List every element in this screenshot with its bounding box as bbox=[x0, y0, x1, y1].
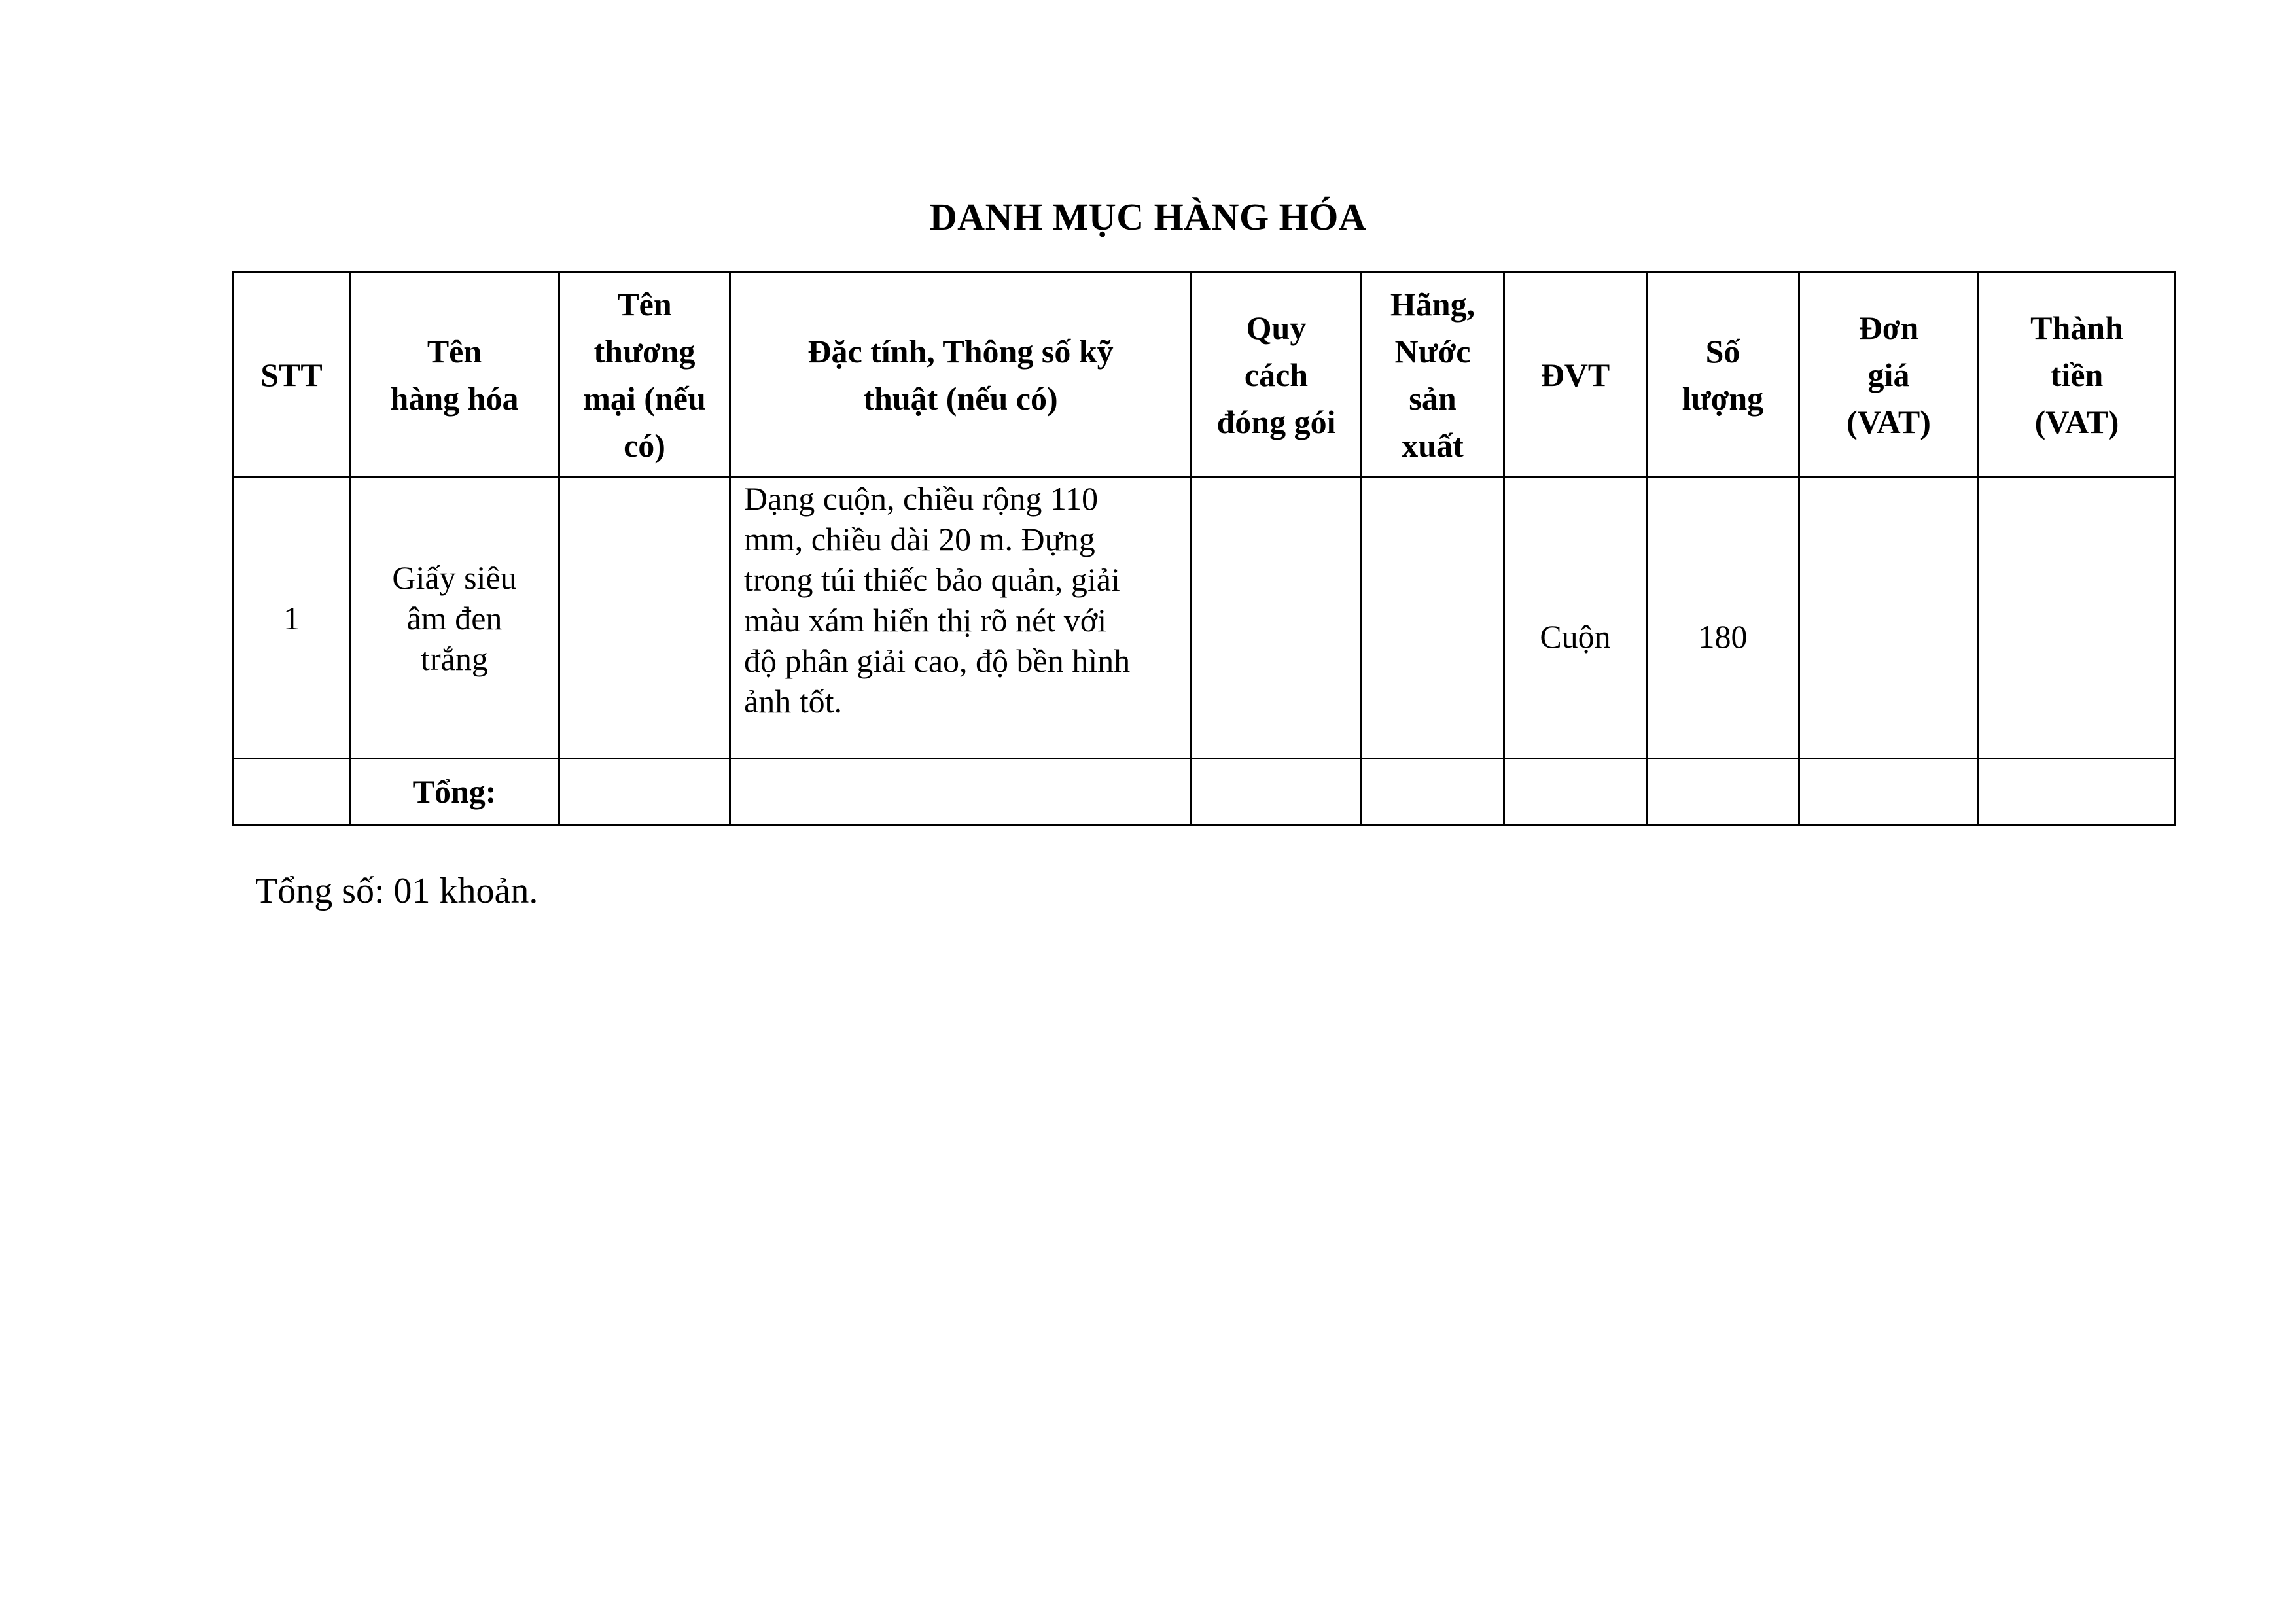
cell-maker-origin bbox=[1362, 478, 1504, 759]
cell-specs: Dạng cuộn, chiều rộng 110 mm, chiều dài 20 m. Đựng trong túi thiếc bảo quản, giải màu xám hiển thị rõ nét với độ phân giải cao, độ bền hình ảnh tốt. bbox=[730, 478, 1192, 759]
header-packing-label: Quy cách đóng gói bbox=[1216, 309, 1336, 440]
total-cell-stt bbox=[234, 759, 350, 825]
header-amount-label: Thành tiền (VAT) bbox=[2030, 309, 2123, 440]
header-quantity bbox=[1647, 273, 1799, 478]
document-title: DANH MỤC HÀNG HÓA bbox=[929, 196, 1367, 238]
header-specs-label: Đặc tính, Thông số kỹ thuật (nếu có) bbox=[807, 333, 1114, 417]
item-count-summary: Tổng số: 01 khoản. bbox=[255, 871, 539, 911]
header-specs bbox=[730, 273, 1192, 478]
cell-name: Giấy siêu âm đen trắng bbox=[350, 478, 559, 759]
header-unit-price bbox=[1799, 273, 1979, 478]
cell-stt: 1 bbox=[234, 478, 350, 759]
header-unit-label: ĐVT bbox=[1540, 357, 1610, 393]
header-name-label: Tên hàng hóa bbox=[390, 333, 519, 417]
header-unit-price-label: Đơn giá (VAT) bbox=[1846, 309, 1931, 440]
header-name bbox=[350, 273, 559, 478]
cell-amount bbox=[1979, 478, 2176, 759]
total-cell-specs bbox=[730, 759, 1192, 825]
header-stt-label: STT bbox=[260, 357, 323, 393]
cell-unit: Cuộn bbox=[1504, 478, 1647, 759]
goods-table bbox=[232, 271, 2176, 826]
header-unit bbox=[1504, 273, 1647, 478]
total-row bbox=[234, 759, 2176, 825]
header-maker-origin bbox=[1362, 273, 1504, 478]
total-cell-amount bbox=[1979, 759, 2176, 825]
header-trade-name bbox=[559, 273, 730, 478]
total-cell-quantity bbox=[1647, 759, 1799, 825]
total-cell-maker-origin bbox=[1362, 759, 1504, 825]
header-stt bbox=[234, 273, 350, 478]
total-cell-unit-price bbox=[1799, 759, 1979, 825]
header-trade-name-label: Tên thương mại (nếu có) bbox=[583, 286, 706, 464]
table-header-row bbox=[234, 273, 2176, 478]
table-row bbox=[234, 478, 2176, 759]
total-label: Tổng: bbox=[350, 759, 559, 825]
cell-unit-price bbox=[1799, 478, 1979, 759]
header-quantity-label: Số lượng bbox=[1682, 333, 1764, 417]
header-maker-origin-label: Hãng, Nước sản xuất bbox=[1390, 286, 1475, 464]
header-packing bbox=[1192, 273, 1362, 478]
cell-trade-name bbox=[559, 478, 730, 759]
header-amount bbox=[1979, 273, 2176, 478]
total-cell-trade-name bbox=[559, 759, 730, 825]
cell-packing bbox=[1192, 478, 1362, 759]
cell-quantity: 180 bbox=[1647, 478, 1799, 759]
total-cell-unit bbox=[1504, 759, 1647, 825]
total-cell-packing bbox=[1192, 759, 1362, 825]
